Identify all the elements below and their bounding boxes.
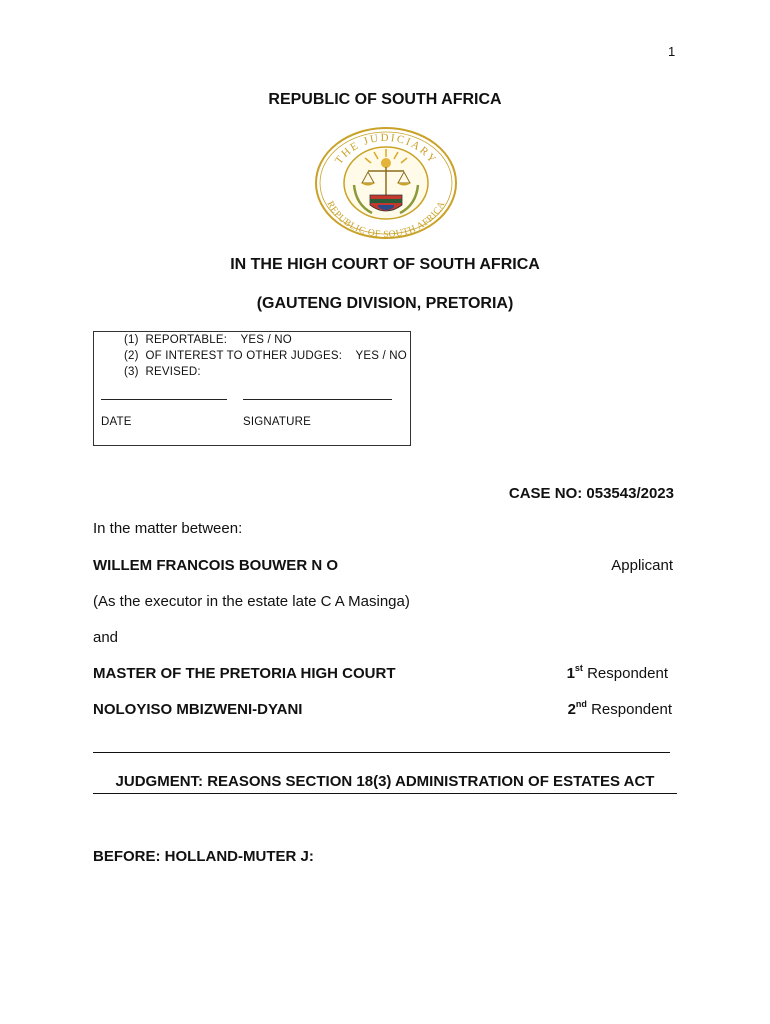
page-number: 1: [668, 44, 676, 59]
division-heading: (GAUTENG DIVISION, PRETORIA): [256, 295, 514, 312]
judgment-title: JUDGMENT: REASONS SECTION 18(3) ADMINISTRATION OF ESTATES ACT: [115, 773, 655, 790]
respondent1-name: MASTER OF THE PRETORIA HIGH COURT: [93, 665, 396, 682]
status-item-interest: (2) OF INTEREST TO OTHER JUDGES: YES / NO: [124, 350, 407, 362]
applicant-name: WILLEM FRANCOIS BOUWER N O: [93, 557, 338, 574]
before-judge: BEFORE: HOLLAND-MUTER J:: [93, 848, 314, 865]
respondent2-name: NOLOYISO MBIZWENI-DYANI: [93, 701, 303, 718]
date-label: DATE: [101, 416, 132, 428]
status-item-reportable: (1) REPORTABLE: YES / NO: [124, 334, 292, 346]
applicant-role: Applicant: [611, 557, 673, 574]
signature-label: SIGNATURE: [243, 416, 312, 428]
conjunction-and: and: [93, 629, 119, 646]
separator-line: [93, 752, 670, 753]
respondent2-role: 2nd Respondent: [567, 699, 672, 718]
judgment-title-underline: [93, 793, 677, 794]
court-heading: IN THE HIGH COURT OF SOUTH AFRICA: [230, 256, 540, 273]
matter-intro: In the matter between:: [93, 520, 243, 537]
country-heading: REPUBLIC OF SOUTH AFRICA: [268, 91, 502, 108]
respondent1-role: 1st Respondent: [566, 663, 668, 682]
case-number: CASE NO: 053543/2023: [508, 485, 674, 502]
crest-top-text: THE JUDICIARY: [332, 131, 440, 167]
date-line: [101, 399, 227, 400]
status-item-revised: (3) REVISED:: [124, 366, 201, 378]
reportable-status-box: [93, 331, 411, 446]
crest-bottom-text: REPUBLIC OF SOUTH AFRICA: [324, 199, 448, 241]
judiciary-seal-icon: [310, 125, 462, 241]
signature-line: [243, 399, 392, 400]
applicant-note: (As the executor in the estate late C A Masinga): [93, 593, 410, 610]
